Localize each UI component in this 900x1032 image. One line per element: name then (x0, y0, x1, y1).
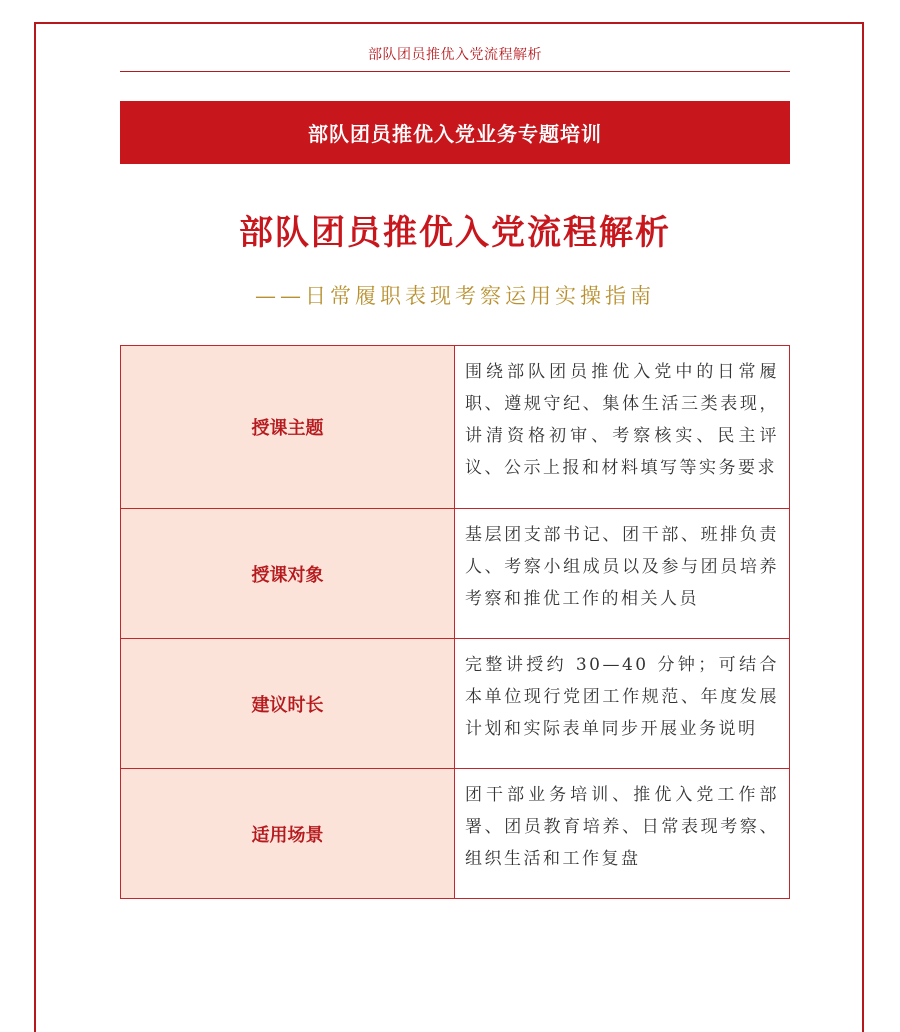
row-label-scenario: 适用场景 (121, 769, 455, 899)
running-header: 部队团员推优入党流程解析 (368, 47, 542, 63)
table-row (121, 639, 790, 769)
page-title: 部队团员推优入党流程解析 (239, 213, 671, 253)
header-divider (120, 71, 790, 72)
table-row (121, 346, 790, 509)
table-row (121, 769, 790, 899)
row-value-scenario: 团干部业务培训、推优入党工作部署、团员教育培养、日常表现考察、组织生活和工作复盘 (455, 769, 790, 899)
row-label-duration: 建议时长 (121, 639, 455, 769)
course-info-table (120, 345, 790, 899)
row-label-audience: 授课对象 (121, 509, 455, 639)
table-row (121, 509, 790, 639)
row-value-audience: 基层团支部书记、团干部、班排负责人、考察小组成员以及参与团员培养考察和推优工作的相关人员 (455, 509, 790, 639)
page-subtitle: ——日常履职表现考察运用实操指南 (255, 284, 655, 308)
row-value-topic: 围绕部队团员推优入党中的日常履职、遵规守纪、集体生活三类表现，讲清资格初审、考察核实、民主评议、公示上报和材料填写等实务要求 (455, 346, 790, 509)
row-value-duration: 完整讲授约 30—40 分钟；可结合本单位现行党团工作规范、年度发展计划和实际表单同步开展业务说明 (455, 639, 790, 769)
row-label-topic: 授课主题 (121, 346, 455, 509)
banner-text: 部队团员推优入党业务专题培训 (308, 122, 602, 146)
training-banner (120, 101, 790, 164)
